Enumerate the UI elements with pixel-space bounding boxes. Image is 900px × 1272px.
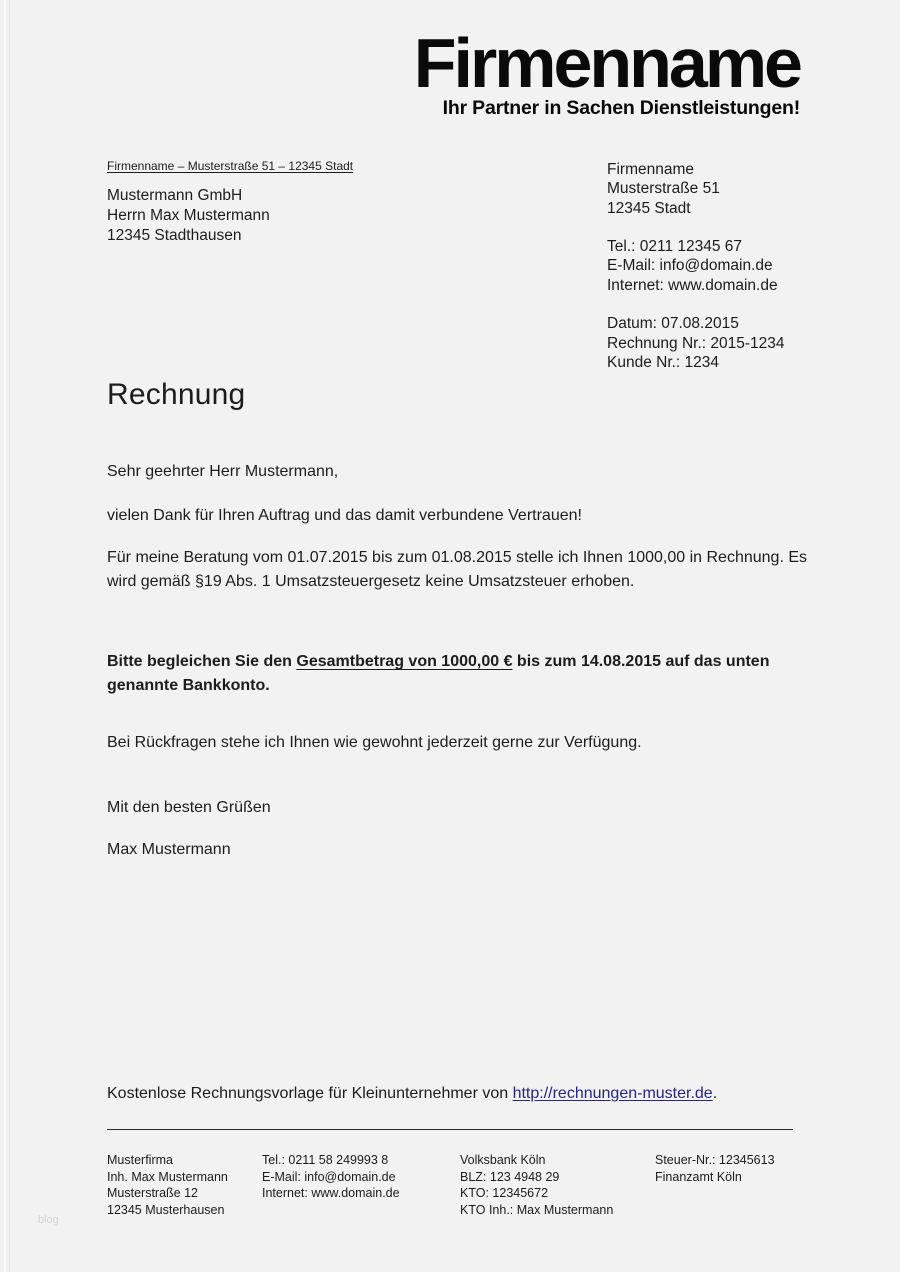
footer-contact-column (262, 1152, 400, 1202)
recipient-line: Mustermann GmbH (107, 187, 243, 204)
company-address-line: Musterstraße 51 (607, 180, 720, 198)
company-phone: Tel.: 0211 12345 67 (607, 238, 743, 256)
invoice-date: Datum: 07.08.2015 (607, 315, 739, 333)
footer-company-name: Musterfirma (107, 1153, 173, 1167)
footer-tax-office: Finanzamt Köln (655, 1169, 742, 1184)
logo-company-name: Firmenname (413, 24, 800, 102)
recipient-line: Herrn Max Mustermann (107, 207, 270, 224)
payment-text-after: bis zum 14.08.2015 auf das unten genannte Bankkonto. (107, 653, 770, 694)
footer-phone: Tel.: 0211 58 249993 8 (262, 1153, 389, 1167)
recipient-address (107, 186, 270, 246)
footer-tax-number: Steuer-Nr.: 12345613 (655, 1153, 775, 1167)
footer-company-street: Musterstraße 12 (107, 1186, 199, 1200)
footer-company-column (107, 1152, 228, 1218)
page-edge-line (4, 0, 6, 1272)
company-contact-group (607, 237, 785, 295)
footer-bank-column (460, 1152, 613, 1218)
signature-name: Max Mustermann (107, 841, 231, 858)
payment-paragraph (107, 650, 807, 698)
service-paragraph: Für meine Beratung vom 01.07.2015 bis zum 01.08.2015 stelle ich Ihnen 1000,00 in Rechnung. Es wird gemäß §19 Abs. 1 Umsatzsteuergesetz keine Umsatzsteuer erhoben. (107, 549, 808, 590)
company-address-line: 12345 Stadt (607, 199, 691, 217)
logo-tagline: Ihr Partner in Sachen Dienstleistungen! (442, 97, 800, 119)
footer-tax-column (655, 1152, 775, 1185)
footer-bank-owner: KTO Inh.: Max Mustermann (460, 1202, 614, 1217)
footer-bank-name: Volksbank Köln (460, 1153, 546, 1167)
footer-email: E-Mail: info@domain.de (262, 1169, 396, 1184)
payment-amount-underlined: Gesamtbetrag von 1000,00 € (296, 653, 513, 670)
thanks-paragraph: vielen Dank für Ihren Auftrag und das damit verbundene Vertrauen! (107, 507, 582, 524)
document-title: Rechnung (107, 378, 246, 411)
attribution-prefix: Kostenlose Rechnungsvorlage für Kleinunternehmer von (107, 1085, 513, 1102)
closing-line: Mit den besten Grüßen (107, 799, 271, 816)
company-website: Internet: www.domain.de (607, 276, 778, 294)
customer-number: Kunde Nr.: 1234 (607, 353, 720, 371)
footer-website: Internet: www.domain.de (262, 1186, 400, 1200)
footer-bank-kto: KTO: 12345672 (460, 1186, 549, 1200)
attribution-line (107, 1085, 717, 1103)
sender-return-address: Firmenname – Musterstraße 51 – 12345 Stadt (107, 159, 354, 173)
recipient-line: 12345 Stadthausen (107, 227, 242, 244)
footer-bank-blz: BLZ: 123 4948 29 (460, 1169, 560, 1184)
salutation: Sehr geehrter Herr Mustermann, (107, 463, 339, 480)
invoice-meta-group (607, 314, 785, 372)
watermark-text: blog (38, 1214, 59, 1226)
company-email: E-Mail: info@domain.de (607, 257, 773, 275)
attribution-link[interactable]: http://rechnungen-muster.de (512, 1085, 713, 1102)
questions-paragraph: Bei Rückfragen stehe ich Ihnen wie gewohnt jederzeit gerne zur Verfügung. (107, 734, 642, 751)
company-address-line: Firmenname (607, 161, 694, 178)
attribution-suffix: . (712, 1085, 718, 1102)
company-logo (413, 24, 800, 120)
footer-divider (107, 1129, 793, 1130)
page-edge-line-inner (9, 0, 10, 1272)
footer-company-city: 12345 Musterhausen (107, 1202, 225, 1217)
company-address-group (607, 160, 785, 218)
payment-text-before: Bitte begleichen Sie den (107, 653, 297, 670)
invoice-number: Rechnung Nr.: 2015-1234 (607, 334, 785, 352)
footer-company-owner: Inh. Max Mustermann (107, 1169, 228, 1184)
company-info-block (607, 160, 785, 392)
